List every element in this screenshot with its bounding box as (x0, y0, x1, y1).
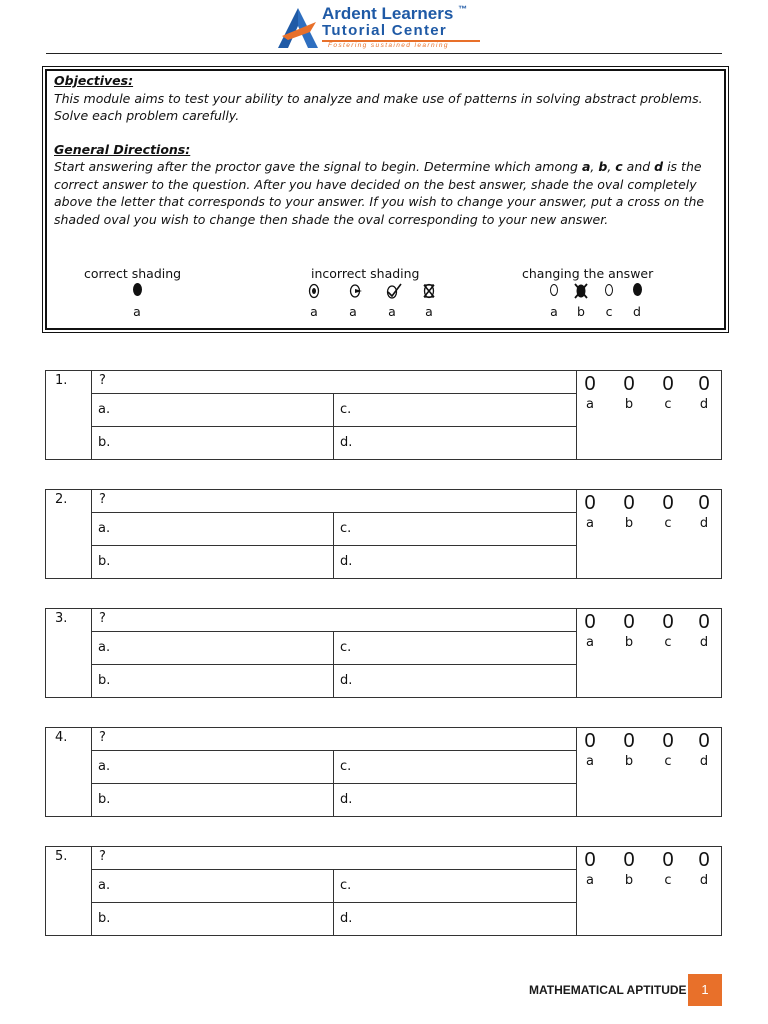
directions-heading: General Directions: (54, 141, 191, 157)
answer-oval[interactable]: 0 (662, 373, 674, 395)
legend-letter: a (349, 304, 357, 319)
answer-letter: b (624, 516, 634, 531)
objectives-heading: Objectives: (54, 73, 134, 88)
logo-mark-icon (276, 6, 320, 50)
answer-oval[interactable]: 0 (698, 849, 710, 871)
empty-oval-icon (547, 283, 561, 299)
legend-letter: a (133, 304, 141, 319)
answer-oval[interactable]: 0 (584, 611, 596, 633)
answer-oval[interactable]: 0 (584, 849, 596, 871)
option-a-cell (92, 632, 334, 665)
option-b-cell (92, 665, 334, 697)
option-a-cell (92, 870, 334, 903)
answer-oval[interactable]: 0 (662, 611, 674, 633)
footer-label: MATHEMATICAL APTITUDE (529, 983, 687, 997)
option-c-cell (334, 751, 576, 784)
option-c-cell (334, 513, 576, 546)
crossed-oval-icon (422, 283, 436, 299)
option-a-label: a. (98, 640, 111, 655)
question-item (45, 846, 722, 936)
answer-oval[interactable]: 0 (698, 730, 710, 752)
question-stem: ? (99, 611, 106, 626)
answer-letter: d (699, 397, 709, 412)
answer-oval[interactable]: 0 (623, 730, 635, 752)
answer-letter: a (586, 516, 594, 531)
answer-oval[interactable]: 0 (698, 611, 710, 633)
answer-oval[interactable]: 0 (584, 492, 596, 514)
option-c-label: c. (340, 402, 352, 417)
answer-oval[interactable]: 0 (584, 730, 596, 752)
answer-oval[interactable]: 0 (698, 373, 710, 395)
question-stem: ? (99, 373, 106, 388)
legend-letter: c (605, 304, 613, 319)
option-a-label: a. (98, 402, 111, 417)
option-b-cell (92, 903, 334, 935)
crossed-filled-oval-icon (574, 283, 588, 299)
answer-letter: d (699, 873, 709, 888)
directions-text: Start answering after the proctor gave the signal to begin. Determine which among a, b, c and d is the correct answer to the question. After you have decided on the best answer, shade the oval completely above the letter that corresponds to your answer. If you wish to change your answer, put a cross on the shaded oval you wish to change then shade the oval corresponding to your new answer. (54, 159, 705, 227)
answer-oval[interactable]: 0 (623, 373, 635, 395)
answer-letter: d (699, 516, 709, 531)
legend-letter: a (425, 304, 433, 319)
answer-bubbles (576, 490, 721, 578)
question-stem-cell (92, 371, 576, 394)
option-d-label: d. (340, 911, 353, 926)
header-divider (46, 53, 722, 54)
option-d-label: d. (340, 792, 353, 807)
option-c-label: c. (340, 640, 352, 655)
trademark-symbol: ™ (458, 4, 468, 14)
legend-letter: a (388, 304, 396, 319)
answer-oval[interactable]: 0 (584, 373, 596, 395)
logo-name: Ardent Learners ™ (322, 4, 468, 23)
legend-letter: a (550, 304, 558, 319)
dot-in-oval-icon (307, 283, 321, 299)
option-a-cell (92, 513, 334, 546)
option-b-cell (92, 784, 334, 816)
option-d-cell (334, 546, 576, 578)
answer-oval[interactable]: 0 (623, 611, 635, 633)
option-d-cell (334, 903, 576, 935)
logo (276, 4, 506, 50)
answer-letter: b (624, 873, 634, 888)
option-c-cell (334, 870, 576, 903)
question-item (45, 608, 722, 698)
legend-correct-title: correct shading (84, 266, 182, 281)
question-stem: ? (99, 849, 106, 864)
option-d-label: d. (340, 673, 353, 688)
answer-letter: c (664, 754, 672, 769)
question-number: 3. (55, 611, 68, 626)
option-b-cell (92, 427, 334, 459)
page-number: 1 (688, 974, 722, 1006)
option-c-cell (334, 632, 576, 665)
empty-oval-icon (602, 283, 616, 299)
question-stem-cell (92, 847, 576, 870)
answer-letter: a (586, 397, 594, 412)
question-number: 5. (55, 849, 68, 864)
option-b-label: b. (98, 554, 111, 569)
option-b-label: b. (98, 435, 111, 450)
question-number: 2. (55, 492, 68, 507)
instructions-content (54, 72, 720, 228)
answer-letter: c (664, 516, 672, 531)
option-a-cell (92, 394, 334, 427)
answer-letter: b (624, 635, 634, 650)
answer-oval[interactable]: 0 (662, 492, 674, 514)
option-c-label: c. (340, 759, 352, 774)
option-c-label: c. (340, 521, 352, 536)
answer-letter: b (624, 397, 634, 412)
option-a-label: a. (98, 759, 111, 774)
option-d-cell (334, 784, 576, 816)
option-d-cell (334, 665, 576, 697)
question-stem: ? (99, 492, 106, 507)
question-stem-cell (92, 609, 576, 632)
check-mark-oval-icon (385, 283, 399, 299)
legend-letter: a (310, 304, 318, 319)
legend-letter: b (577, 304, 585, 319)
objectives-text: This module aims to test your ability to analyze and make use of patterns in solving abstract problems. Solve each problem carefully. (54, 90, 703, 123)
question-item (45, 370, 722, 460)
half-shaded-oval-icon (348, 283, 362, 299)
option-d-label: d. (340, 554, 353, 569)
option-b-label: b. (98, 792, 111, 807)
legend-changing-title: changing the answer (522, 266, 654, 281)
question-stem-cell (92, 728, 576, 751)
answer-letter: c (664, 397, 672, 412)
answer-oval[interactable]: 0 (698, 492, 710, 514)
legend-letter: d (633, 304, 641, 319)
option-c-cell (334, 394, 576, 427)
answer-letter: d (699, 754, 709, 769)
logo-tagline: Fostering sustained learning (328, 42, 449, 49)
question-number: 4. (55, 730, 68, 745)
option-b-label: b. (98, 673, 111, 688)
question-item (45, 489, 722, 579)
question-stem-cell (92, 490, 576, 513)
answer-oval[interactable]: 0 (623, 849, 635, 871)
question-number-cell (46, 728, 92, 816)
filled-oval-icon (630, 283, 644, 299)
answer-letter: a (586, 873, 594, 888)
question-number-cell (46, 609, 92, 697)
shading-legend (47, 265, 724, 325)
option-d-cell (334, 427, 576, 459)
legend-incorrect-title: incorrect shading (311, 266, 420, 281)
option-a-cell (92, 751, 334, 784)
question-stem: ? (99, 730, 106, 745)
answer-oval[interactable]: 0 (662, 849, 674, 871)
answer-letter: b (624, 754, 634, 769)
question-number: 1. (55, 373, 68, 388)
question-number-cell (46, 490, 92, 578)
answer-bubbles (576, 609, 721, 697)
option-a-label: a. (98, 521, 111, 536)
question-item (45, 727, 722, 817)
filled-oval-icon (130, 283, 144, 299)
question-number-cell (46, 847, 92, 935)
instructions-box (45, 69, 726, 330)
answer-oval[interactable]: 0 (623, 492, 635, 514)
answer-bubbles (576, 847, 721, 935)
answer-bubbles (576, 371, 721, 459)
option-b-cell (92, 546, 334, 578)
answer-oval[interactable]: 0 (662, 730, 674, 752)
option-a-label: a. (98, 878, 111, 893)
option-b-label: b. (98, 911, 111, 926)
answer-bubbles (576, 728, 721, 816)
option-d-label: d. (340, 435, 353, 450)
answer-letter: c (664, 635, 672, 650)
question-number-cell (46, 371, 92, 459)
logo-subtitle: Tutorial Center (322, 22, 448, 39)
answer-letter: a (586, 754, 594, 769)
answer-letter: c (664, 873, 672, 888)
answer-letter: d (699, 635, 709, 650)
answer-letter: a (586, 635, 594, 650)
option-c-label: c. (340, 878, 352, 893)
